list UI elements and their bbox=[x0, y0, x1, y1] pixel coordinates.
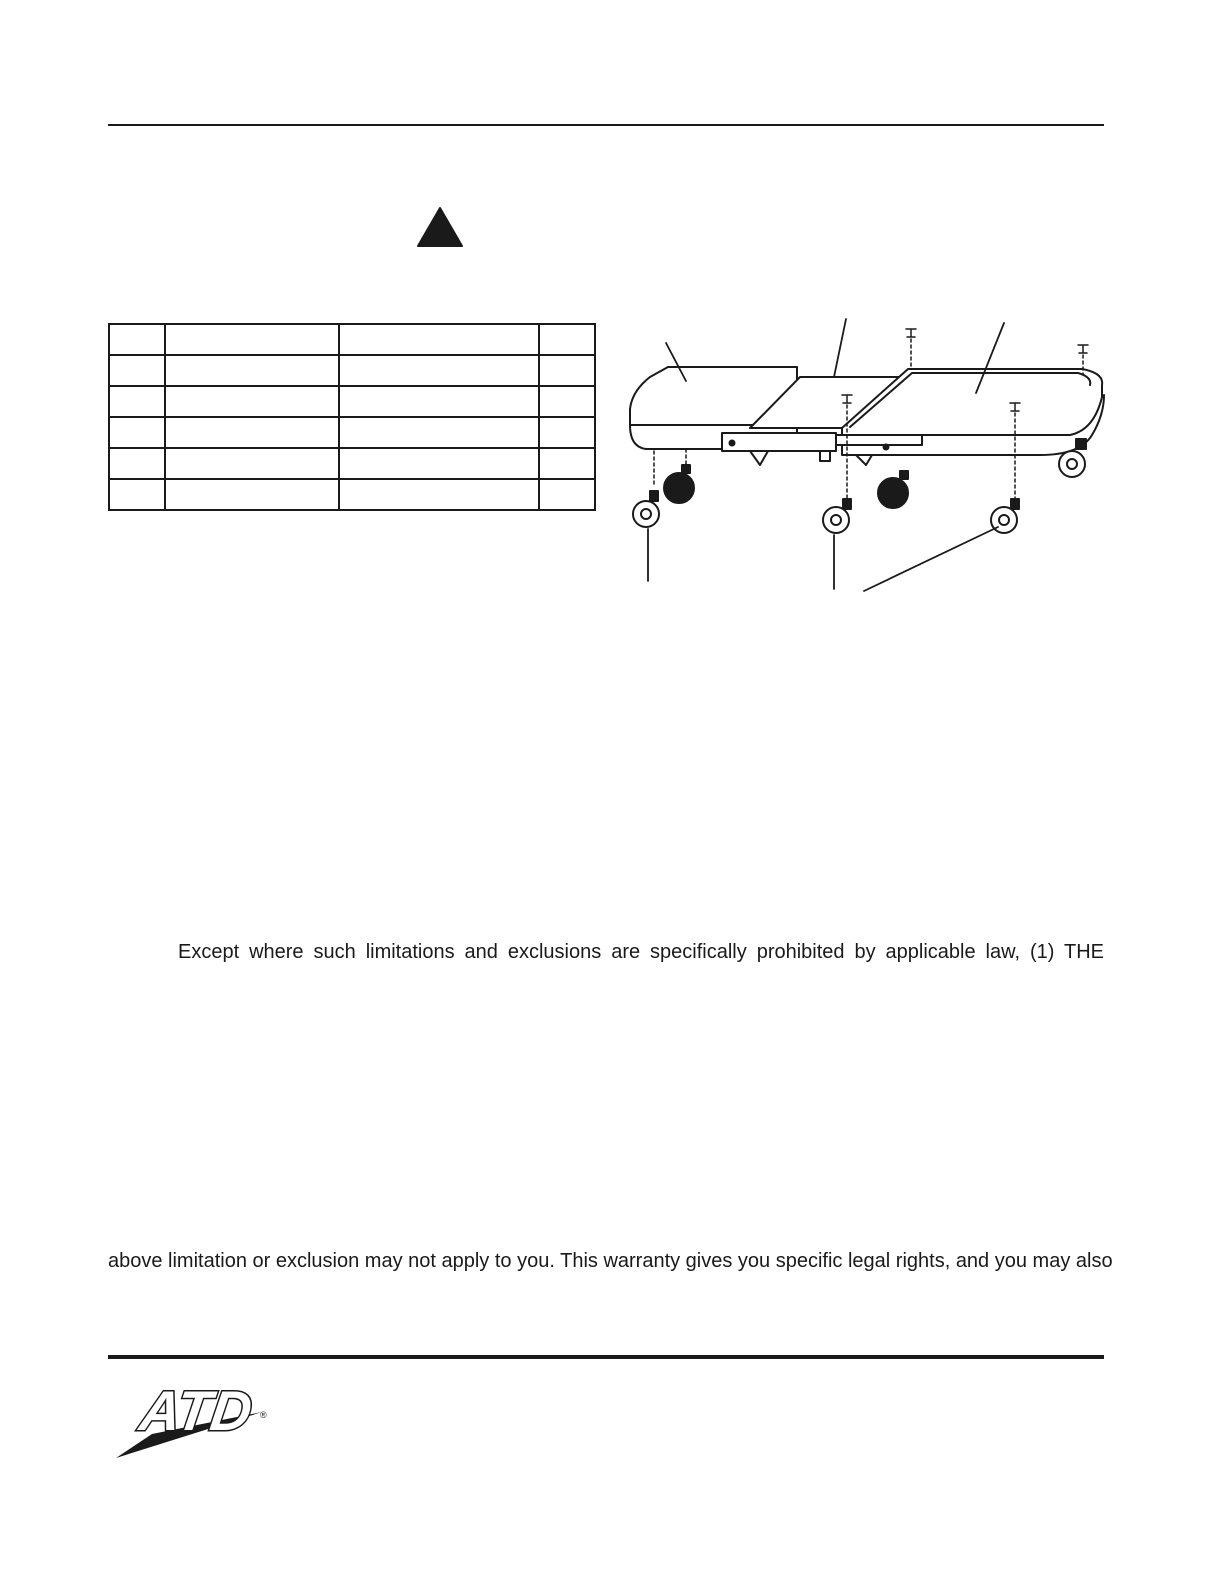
caster-4 bbox=[878, 471, 908, 508]
table-row bbox=[109, 417, 595, 448]
warranty-paragraph-line-2: above limitation or exclusion may not apply to you. This warranty gives you specific legal rights, and you may also bbox=[108, 1250, 1113, 1272]
warranty-paragraph-line-1: Except where such limitations and exclusions are specifically prohibited by applicable law, (1) THE bbox=[178, 941, 1104, 963]
warning-triangle-icon bbox=[416, 206, 464, 248]
table-row bbox=[109, 324, 595, 355]
casters bbox=[633, 439, 1086, 533]
table-row bbox=[109, 479, 595, 510]
table-row bbox=[109, 355, 595, 386]
table-row bbox=[109, 386, 595, 417]
bottom-divider bbox=[108, 1355, 1104, 1359]
logo-text: ATD bbox=[136, 1379, 256, 1442]
table-row bbox=[109, 448, 595, 479]
top-divider bbox=[108, 124, 1104, 126]
atd-logo bbox=[112, 1372, 274, 1462]
caster-3 bbox=[823, 499, 851, 533]
parts-table bbox=[108, 323, 596, 511]
caster-6 bbox=[1059, 439, 1086, 477]
frame-rail bbox=[722, 433, 922, 465]
caster-1 bbox=[633, 491, 659, 527]
registered-mark: ® bbox=[260, 1410, 267, 1420]
creeper-assembly-diagram bbox=[620, 315, 1110, 595]
caster-2 bbox=[664, 465, 694, 503]
